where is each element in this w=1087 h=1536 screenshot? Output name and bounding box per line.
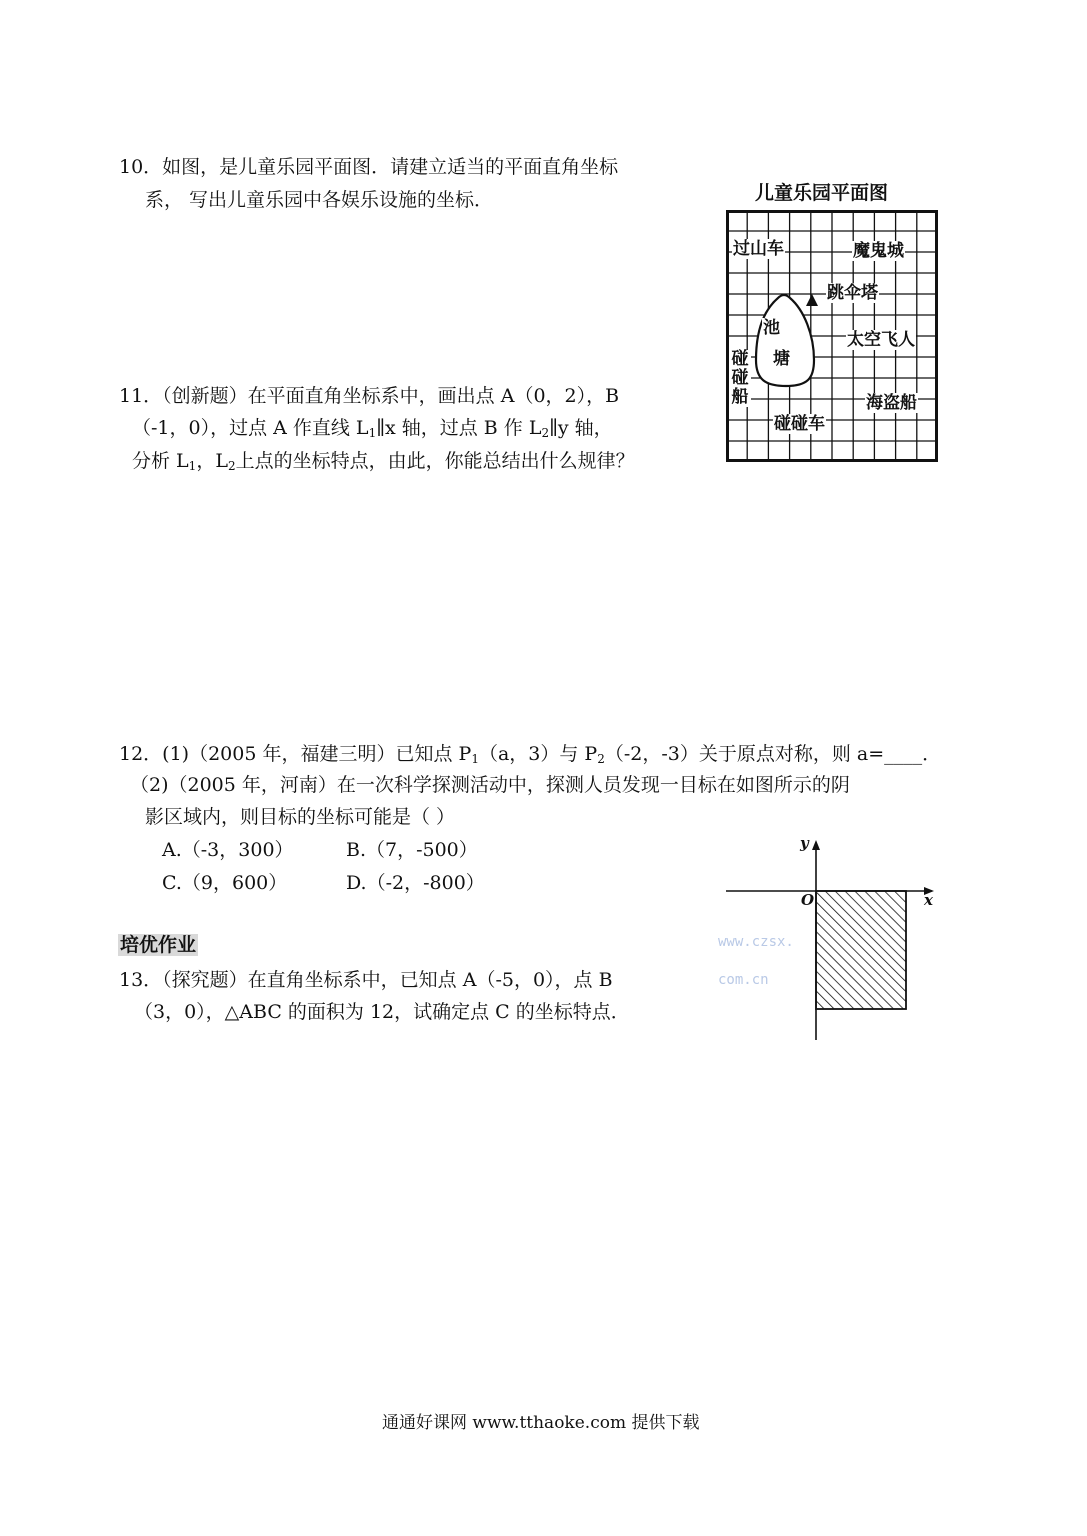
- q12-line-3: 影区域内，则目标的坐标可能是（ ）: [145, 806, 456, 828]
- q12-line-2: （2)（2005 年，河南）在一次科学探测活动中，探测人员发现一目标在如图所示的阴: [130, 774, 850, 796]
- parachute-tower-marker: [806, 294, 818, 306]
- park-map-title: 儿童乐园平面图: [755, 182, 889, 204]
- footer: 通通好课网 www.tthaoke.com 提供下载: [382, 1413, 700, 1433]
- label-magic-castle: 魔鬼城: [853, 241, 904, 261]
- label-parachute-tower: 跳伞塔: [827, 283, 878, 303]
- label-roller-coaster: 过山车: [733, 239, 784, 259]
- label-pond-1: 池: [763, 318, 780, 338]
- label-bumper-car: 碰碰车: [774, 414, 825, 434]
- q12-option-a: A.（-3，300）: [162, 839, 294, 861]
- q11-line-1: 11．（创新题）在平面直角坐标系中，画出点 A（0，2），B: [119, 385, 620, 407]
- q12-option-b: B.（7，-500）: [346, 839, 478, 861]
- section-heading: [118, 931, 198, 959]
- q12-option-d: D.（-2，-800）: [346, 872, 485, 894]
- y-axis-arrow: [812, 840, 820, 850]
- shaded-region: [816, 891, 906, 1009]
- q11-line-3: 分析 $L_1$，$L_2$上点的坐标特点，由此，你能总结出什么规律？: [132, 450, 635, 473]
- label-pond-2: 塘: [773, 349, 790, 369]
- park-map: [726, 210, 938, 462]
- label-pirate-ship: 海盗船: [866, 393, 917, 413]
- q13-line-2: （3，0），△ABC 的面积为 12，试确定点 C 的坐标特点．: [134, 1001, 630, 1023]
- q10-line-2: 系， 写出儿童乐园中各娱乐设施的坐标．: [145, 189, 494, 211]
- x-axis-label: x: [924, 891, 933, 909]
- q12-option-c: C.（9，600）: [162, 872, 288, 894]
- q11-line-2: （-1，0），过点 A 作直线 $L_1\parallel x$ 轴，过点 B 作 $L_2\parallel y$ 轴，: [132, 417, 613, 440]
- watermark-line-1: www.czsx.: [718, 934, 794, 950]
- q12-line-1: 12．(1)（2005 年，福建三明）已知点 $P_1(a$，3）与 $P_2(-2$，-3）关于原点对称，则 a=____．: [119, 743, 942, 766]
- watermark-line-2: com.cn: [718, 972, 769, 988]
- label-space-flyer: 太空飞人: [847, 330, 915, 350]
- label-bumper-boat: 碰碰船: [729, 350, 751, 407]
- q13-line-1: 13．（探究题）在直角坐标系中，已知点 A（-5，0），点 B: [119, 969, 613, 991]
- q10-line-1: 10．如图，是儿童乐园平面图．请建立适当的平面直角坐标: [119, 156, 619, 178]
- shaded-region-graph: [718, 834, 948, 1044]
- y-axis-label: y: [800, 834, 809, 852]
- section-heading-text: 培优作业: [120, 934, 197, 956]
- origin-label: O: [801, 891, 815, 909]
- pond-outline: [756, 295, 814, 386]
